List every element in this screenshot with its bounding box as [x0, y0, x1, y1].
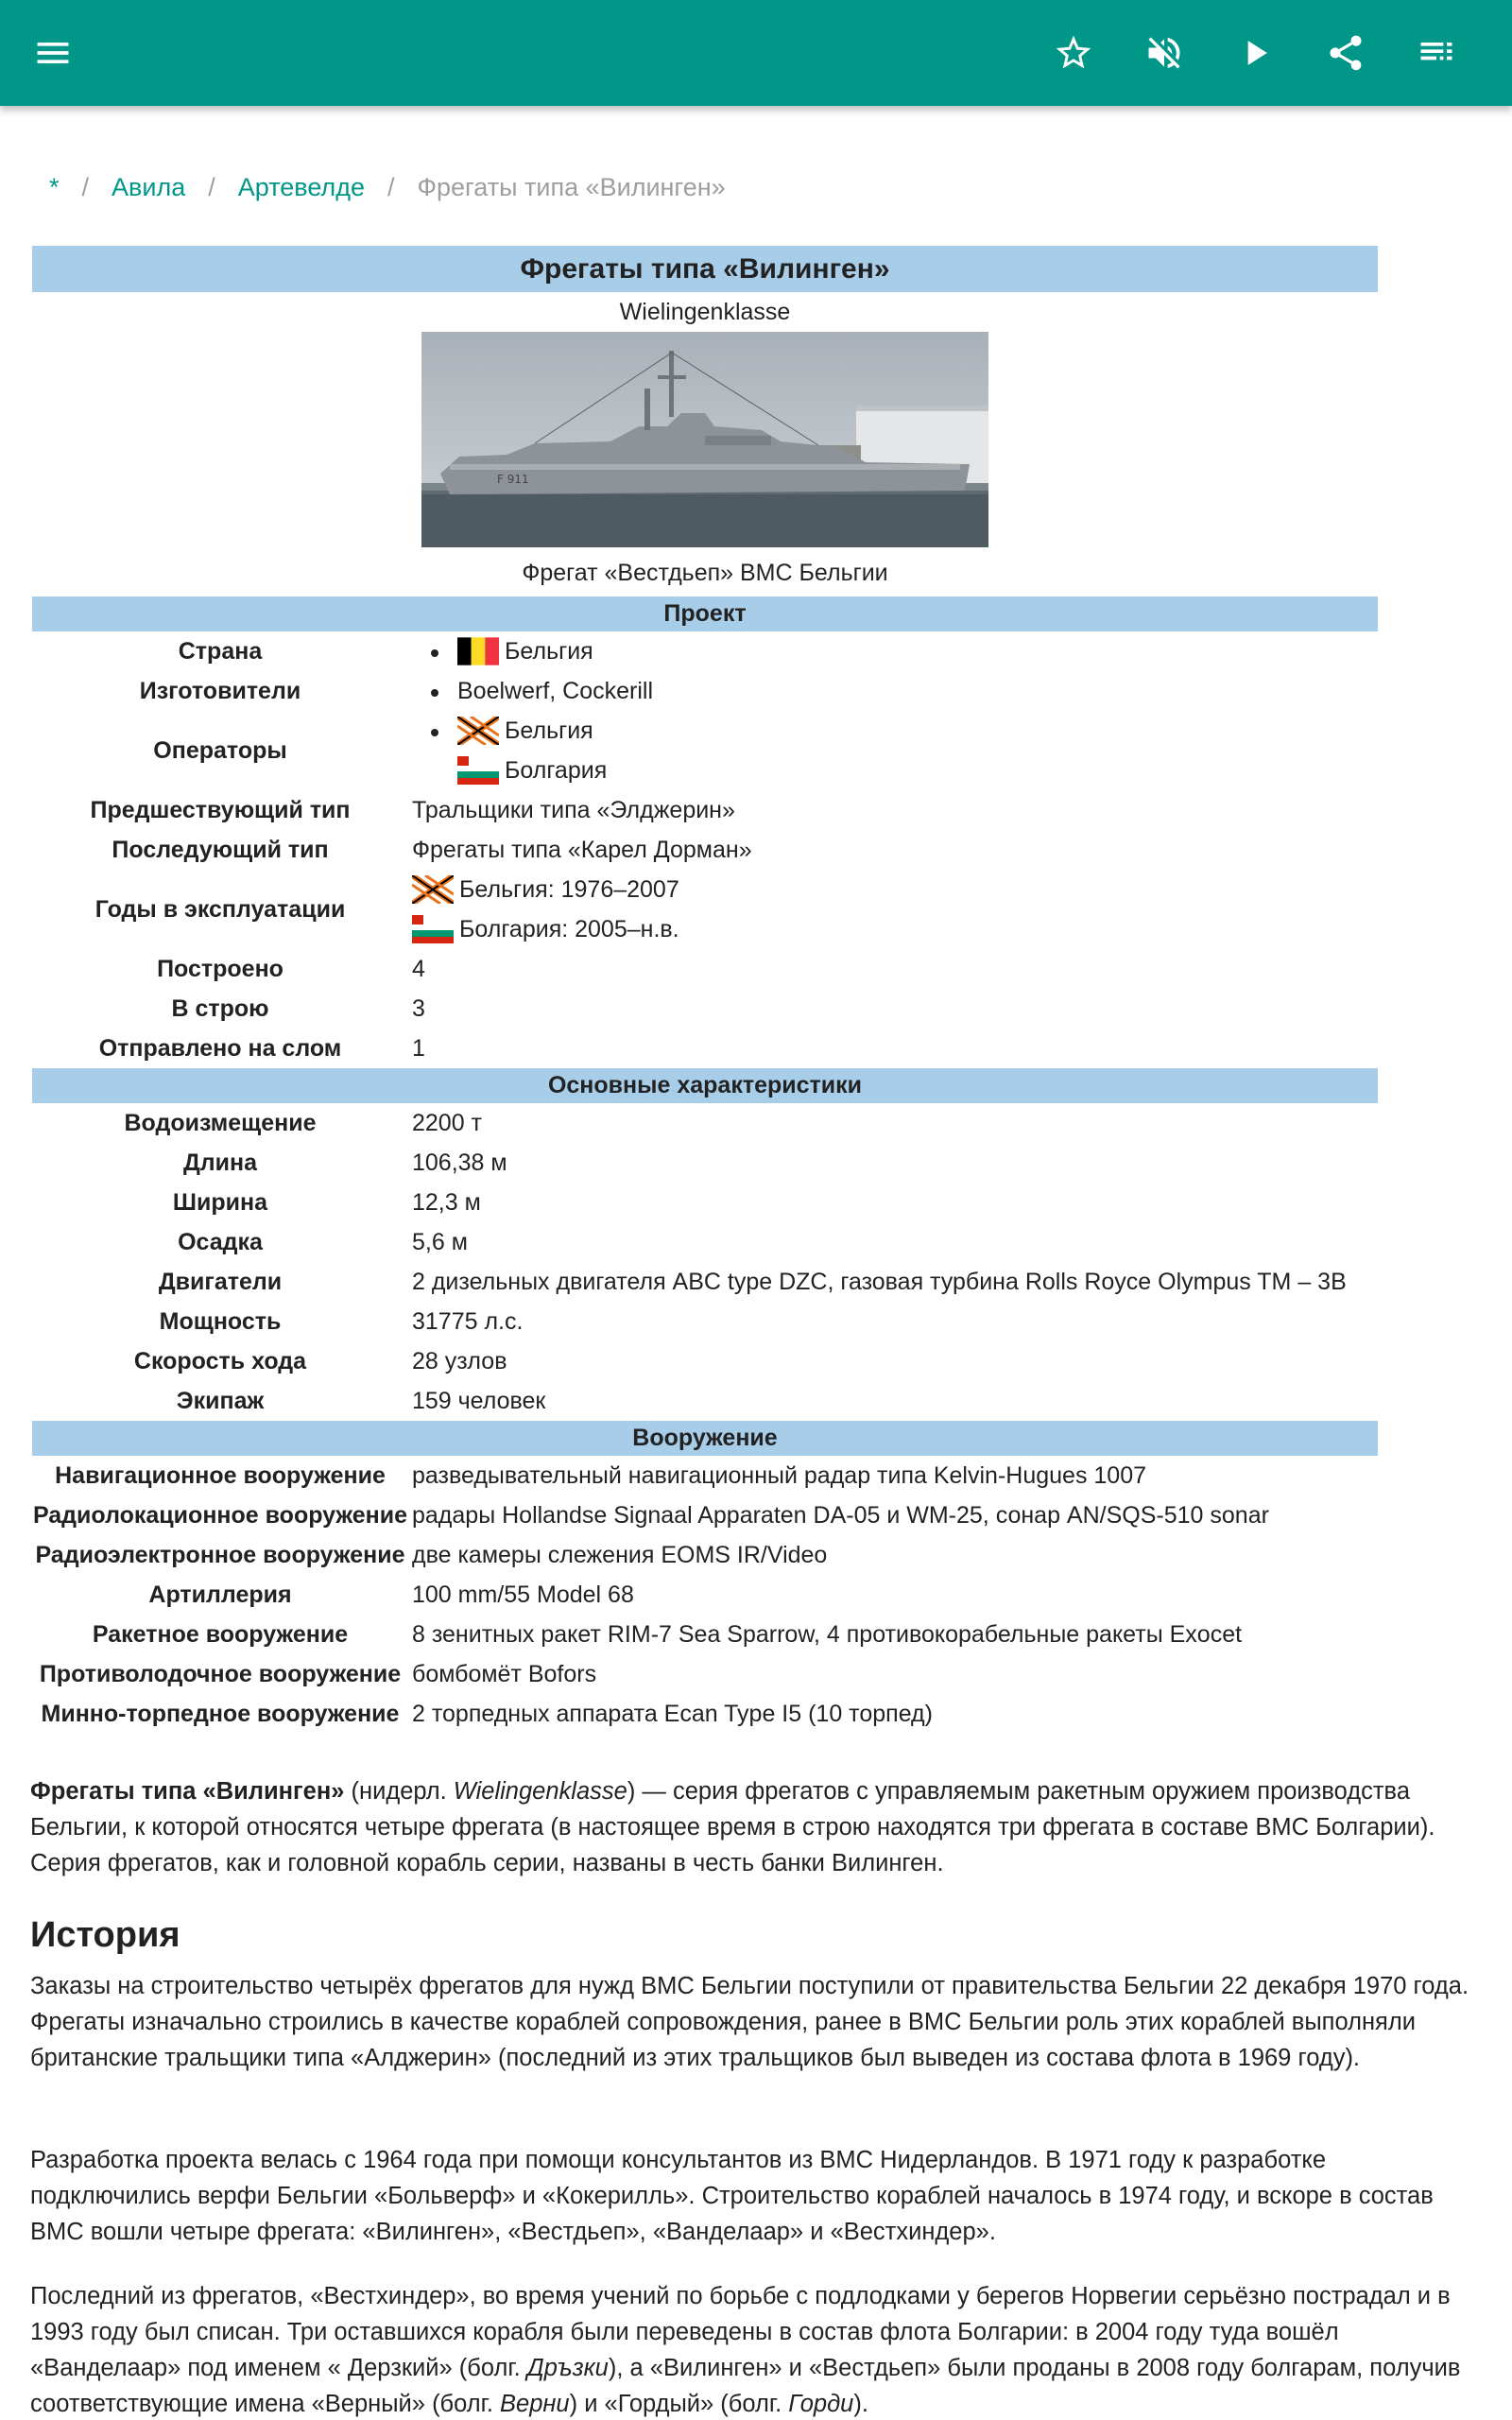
row-scrapped [32, 1028, 1378, 1068]
row-value: две камеры слежения EOMS IR/Video [412, 1541, 828, 1568]
row-label: Мощность [159, 1307, 282, 1335]
paragraph-italic: Горди [788, 2391, 854, 2417]
infobox-row [32, 1694, 1378, 1734]
paragraph-text: ) и «Гордый» (болг. [569, 2391, 789, 2417]
history-heading: История [30, 1915, 180, 1955]
history-paragraph-1 [30, 1968, 1486, 2076]
row-value: 28 узлов [412, 1347, 507, 1374]
infobox-subtitle: Wielingenklasse [619, 299, 791, 325]
makers-value: Boelwerf, Cockerill [457, 678, 654, 704]
row-value: 159 человек [412, 1387, 546, 1414]
infobox-row [32, 1575, 1378, 1615]
breadcrumb-separator: / [81, 172, 90, 201]
volume-off-icon [1143, 32, 1185, 74]
row-value: 2 торпедных аппарата Ecan Type I5 (10 торпед) [412, 1700, 933, 1727]
section-header-main: Основные характеристики [32, 1068, 1378, 1103]
row-built [32, 949, 1378, 989]
row-label: Ракетное вооружение [92, 1620, 349, 1648]
breadcrumb [49, 168, 726, 206]
operator-link[interactable]: Бельгия [505, 717, 593, 744]
row-label: Операторы [153, 736, 287, 764]
row-label: Годы в эксплуатации [94, 895, 346, 923]
infobox-row [32, 1456, 1378, 1495]
history-paragraph-3 [30, 2278, 1486, 2420]
infobox-row [32, 1183, 1378, 1222]
row-label: Навигационное вооружение [55, 1461, 386, 1489]
row-successor [32, 830, 1378, 870]
breadcrumb-separator: / [208, 172, 215, 201]
row-years [32, 870, 1378, 949]
row-label: В строю [171, 994, 269, 1022]
infobox [32, 246, 1378, 1734]
contents-button[interactable] [1408, 25, 1465, 81]
list-item [427, 711, 607, 751]
years-bulgaria: Болгария: 2005–н.в. [459, 915, 679, 942]
app-toolbar [0, 0, 1512, 106]
row-active [32, 989, 1378, 1028]
row-makers [32, 671, 1378, 711]
paragraph-text: ), а «Вилинген» и «Вестдьеп» были проданы в 2008 году болгарам, получив соответствующие имена «Верный» (болг. [30, 2355, 1461, 2417]
infobox-row [32, 1495, 1378, 1535]
mute-button[interactable] [1136, 25, 1193, 81]
row-label: Изготовители [139, 677, 301, 704]
row-value: 106,38 м [412, 1149, 507, 1176]
infobox-row [32, 1535, 1378, 1575]
row-value: 5,6 м [412, 1228, 468, 1255]
row-label: Радиолокационное вооружение [32, 1501, 408, 1529]
intro-text: ) — серия фрегатов с управляемым ракетным оружием производства Бельгии, к которой относятся четыре фрегата (в настоящее время в строю находятся три фрегата в составе ВМС Болгарии). Серия фрегатов, как и головной корабль серии, названы в честь банки Вилинген. [30, 1778, 1435, 1876]
infobox-title: Фрегаты типа «Вилинген» [32, 246, 1378, 292]
breadcrumb-separator: / [387, 172, 395, 201]
infobox-row [32, 1615, 1378, 1654]
menu-button[interactable] [25, 25, 81, 81]
breadcrumb-item-avila[interactable]: Авила [112, 172, 186, 201]
play-button[interactable] [1227, 25, 1283, 81]
row-country [32, 631, 1378, 671]
favorite-button[interactable] [1045, 25, 1102, 81]
breadcrumb-current: Фрегаты типа «Вилинген» [417, 172, 726, 201]
row-value: 100 mm/55 Model 68 [412, 1581, 634, 1608]
infobox-row [32, 1222, 1378, 1262]
row-value: 2200 т [412, 1109, 483, 1136]
row-label: Предшествующий тип [90, 796, 351, 823]
intro-text: (нидерл. [344, 1778, 454, 1805]
list-item [427, 751, 607, 790]
playlist-icon [1416, 32, 1457, 74]
infobox-image-caption: Фрегат «Вестдьеп» ВМС Бельгии [522, 560, 888, 586]
share-button[interactable] [1317, 25, 1374, 81]
infobox-row [32, 1302, 1378, 1341]
country-link[interactable]: Бельгия [505, 638, 593, 665]
row-label: Минно-торпедное вооружение [41, 1700, 400, 1727]
row-label: Экипаж [176, 1387, 265, 1414]
row-label: Двигатели [158, 1268, 283, 1295]
row-label: Последующий тип [112, 836, 329, 863]
row-label: Ширина [172, 1188, 268, 1216]
paragraph-text: Разработка проекта велась с 1964 года при помощи консультантов из ВМС Нидерландов. В 1971 году к разработке подключились верфи Бельгии «Больверф» и «Кокерилль». Строительство кораблей началось в 1974 году, и вскоре в состав ВМС вошли четыре фрегата: «Вилинген», «Вестдьеп», «Ванделаар» и «Вестхиндер». [30, 2147, 1434, 2245]
belgian-naval-ensign-icon [412, 875, 454, 904]
row-value: 12,3 м [412, 1188, 481, 1216]
row-label: Водоизмещение [124, 1109, 317, 1136]
infobox-row [32, 1103, 1378, 1143]
row-label: Длина [182, 1149, 258, 1176]
bulgarian-naval-ensign-icon [412, 915, 454, 943]
star-outline-icon [1053, 32, 1094, 74]
play-icon [1234, 32, 1276, 74]
row-value: радары Hollandse Signaal Apparaten DA-05 и WM-25, сонар AN/SQS-510 sonar [412, 1501, 1269, 1529]
paragraph-text: ). [853, 2391, 868, 2417]
belgium-flag-icon [457, 637, 499, 666]
bulgarian-naval-ensign-icon [457, 756, 499, 785]
operator-link[interactable]: Болгария [505, 757, 608, 784]
row-value: 3 [412, 994, 425, 1022]
intro-bold: Фрегаты типа «Вилинген» [30, 1778, 345, 1805]
intro-italic: Wielingenklasse [453, 1778, 627, 1805]
row-value: 1 [412, 1034, 425, 1062]
successor-link[interactable]: Фрегаты типа «Карел Дорман» [412, 836, 752, 863]
infobox-row [32, 1654, 1378, 1694]
row-label: Осадка [178, 1228, 263, 1255]
paragraph-text: Последний из фрегатов, «Вестхиндер», во время учений по борьбе с подлодками у берегов Норвегии серьёзно пострадал и в 1993 году был списан. Три оставшихся корабля были переведены в состав флота Болгарии: в 2004 году туда вошёл «Ванделаар» под именем « Дерзкий» (болг. [30, 2283, 1451, 2381]
row-label: Скорость хода [133, 1347, 307, 1374]
breadcrumb-item-artevelde[interactable]: Артевелде [237, 172, 365, 201]
list-item [427, 631, 593, 671]
svg-text:F 911: F 911 [497, 473, 529, 486]
belgian-naval-ensign-icon [457, 717, 499, 745]
row-value: 31775 л.с. [412, 1307, 524, 1335]
row-predecessor [32, 790, 1378, 830]
history-paragraph-2 [30, 2142, 1486, 2250]
list-item [427, 671, 653, 711]
row-label: Противолодочное вооружение [39, 1660, 402, 1687]
breadcrumb-root[interactable]: * [49, 172, 60, 201]
section-header-project: Проект [32, 596, 1378, 631]
predecessor-link[interactable]: Тральщики типа «Элджерин» [412, 796, 735, 823]
menu-icon [32, 32, 74, 74]
row-value: бомбомёт Bofors [412, 1660, 597, 1687]
section-header-armament: Вооружение [32, 1421, 1378, 1456]
share-icon [1325, 32, 1366, 74]
infobox-row [32, 1341, 1378, 1381]
paragraph-italic: Дръзки [526, 2355, 609, 2381]
row-operators [32, 711, 1378, 790]
infobox-row [32, 1381, 1378, 1421]
article-intro [30, 1773, 1486, 1881]
row-label: Отправлено на слом [98, 1034, 342, 1062]
row-value: 8 зенитных ракет RIM-7 Sea Sparrow, 4 противокорабельные ракеты Exocet [412, 1620, 1243, 1648]
paragraph-italic: Верни [500, 2391, 570, 2417]
infobox-row [32, 1143, 1378, 1183]
row-label: Радиоэлектронное вооружение [35, 1541, 405, 1568]
years-belgium: Бельгия: 1976–2007 [459, 875, 679, 903]
row-value: разведывательный навигационный радар типа Kelvin-Hugues 1007 [412, 1461, 1147, 1489]
row-value: 4 [412, 955, 425, 982]
row-value: 2 дизельных двигателя ABC type DZC, газовая турбина Rolls Royce Olympus TM – 3B [412, 1268, 1347, 1295]
row-label: Построено [157, 955, 284, 982]
row-label: Страна [178, 637, 263, 665]
infobox-row [32, 1262, 1378, 1302]
row-label: Артиллерия [148, 1581, 292, 1608]
ship-photo[interactable] [421, 332, 988, 547]
paragraph-text: Заказы на строительство четырёх фрегатов для нужд ВМС Бельгии поступили от правительства Бельгии 22 декабря 1970 года. Фрегаты изначально строились в качестве кораблей сопровождения, ранее в ВМС Бельгии роль этих кораблей выполняли британские тральщики типа «Алджерин» (последний из этих тральщиков был выведен из состава флота в 1969 году). [30, 1973, 1469, 2071]
